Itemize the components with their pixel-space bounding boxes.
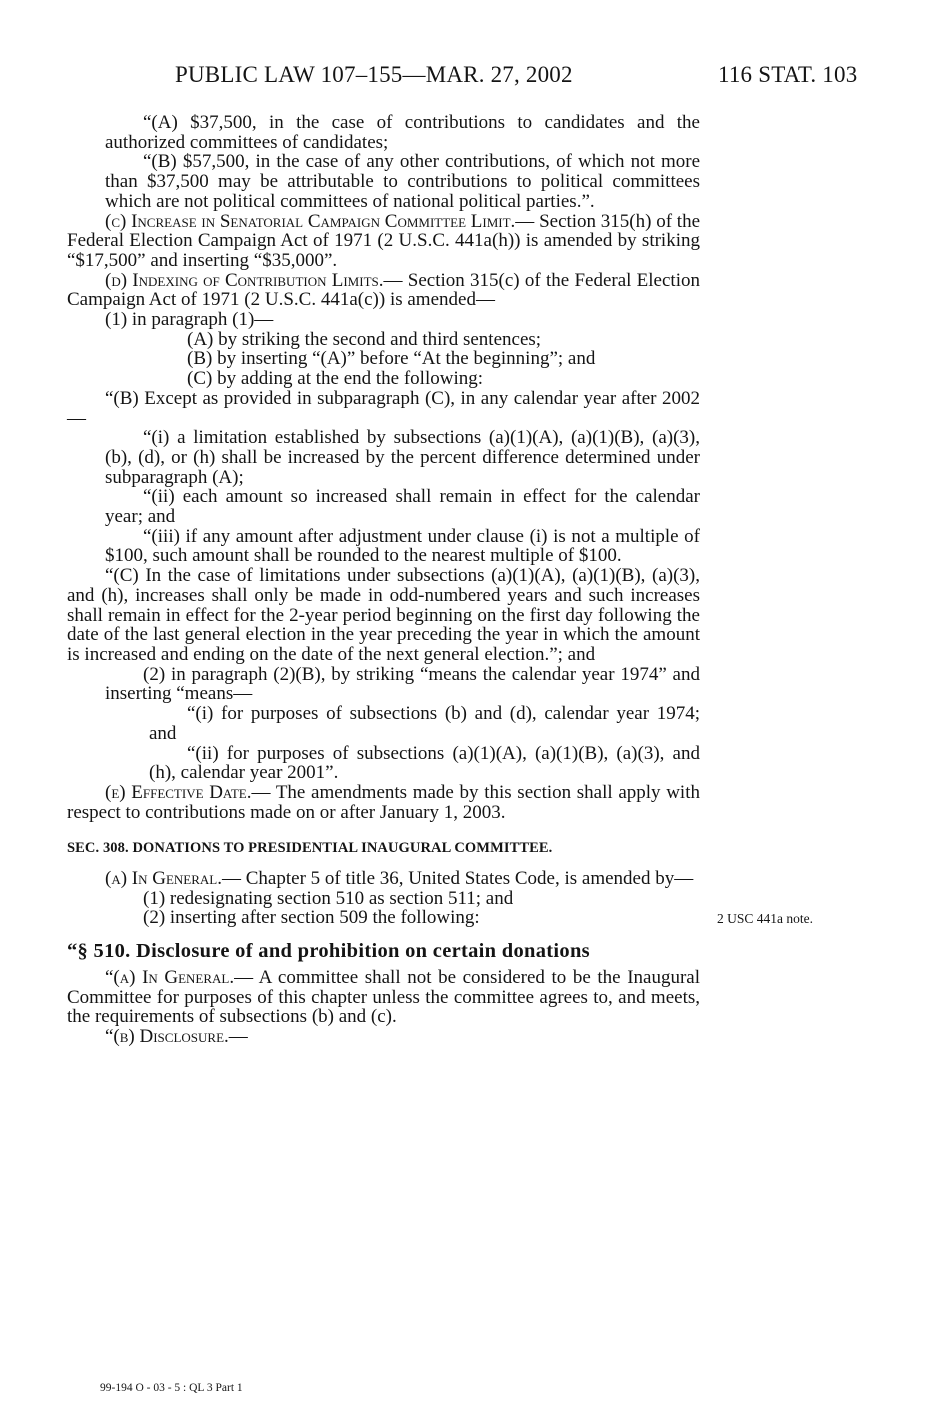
section-308-paragraph-1: (1) redesignating section 510 as section 511; and — [143, 887, 514, 909]
quoted-subparagraph-c: “(C) In the case of limitations under subsections (a)(1)(A), (a)(1)(B), (a)(3), and (h), increases shall only be made in odd-numbered years and such increases shall remain in effect for the 2-year period beginning on the first day following the date of the last general election in the year preceding the year in which the amount is increased and ending on the date of the next general election.”; and — [67, 565, 700, 665]
clause-b-57500: “(B) $57,500, in the case of any other contributions, of which not more than $37,500 may be attributable to contributions to political committees which are not political committees of national political parties.”. — [105, 151, 700, 212]
section-510-subsection-a-heading: “(a) In General.— — [105, 966, 254, 988]
paragraph-d-2: (2) in paragraph (2)(B), by striking “means the calendar year 1974” and inserting “means— — [105, 663, 700, 705]
quoted-clause-d2-ii: “(ii) for purposes of subsections (a)(1)(A), (a)(1)(B), (a)(3), and (h), calendar year 2001”. — [149, 742, 700, 784]
section-308-paragraph-2: (2) inserting after section 509 the following: — [143, 907, 480, 929]
quoted-clause-iii: “(iii) if any amount after adjustment under clause (i) is not a multiple of $100, such amount shall be rounded to the nearest multiple of $100. — [105, 525, 700, 567]
subsection-c-text: Section 315(h) of the Federal Election Campaign Act of 1971 (2 U.S.C. 441a(h)) is amended by striking “$17,500” and inserting “$35,000”. — [67, 210, 700, 271]
section-510-subsection-a-text: A committee shall not be considered to be the Inaugural Committee for purposes of this chapter unless the committee agrees to, and meets, the requirements of subsections (b) and (c). — [67, 966, 700, 1028]
section-510-subsection-b — [67, 1027, 700, 1047]
subsection-d-heading: (d) Indexing of Contribution Limits.— — [105, 269, 403, 291]
quoted-subparagraph-b: “(B) Except as provided in subparagraph (C), in any calendar year after 2002— — [67, 387, 700, 429]
subparagraph-d-1-a: (A) by striking the second and third sentences; — [187, 328, 542, 350]
subsection-d-text: Section 315(c) of the Federal Election Campaign Act of 1971 (2 U.S.C. 441a(c)) is amended— — [67, 269, 700, 311]
section-510-subsection-b-heading: “(b) Disclosure.— — [105, 1025, 248, 1047]
section-308-heading: SEC. 308. DONATIONS TO PRESIDENTIAL INAUGURAL COMMITTEE. — [67, 840, 553, 857]
subparagraph-d-1-b: (B) by inserting “(A)” before “At the beginning”; and — [187, 348, 596, 370]
subsection-c — [67, 212, 700, 271]
running-header-page-number: 116 STAT. 103 — [718, 62, 858, 87]
section-510-heading: “§ 510. Disclosure of and prohibition on certain donations — [67, 940, 590, 963]
subsection-d — [67, 271, 700, 310]
subsection-e-text: The amendments made by this section shall apply with respect to contributions made on or after January 1, 2003. — [67, 781, 700, 823]
statute-body — [67, 113, 700, 1047]
quoted-clause-i: “(i) a limitation established by subsections (a)(1)(A), (a)(1)(B), (a)(3), (b), (d), or (h) shall be increased by the percent difference determined under subparagraph (A); — [105, 427, 700, 488]
subsection-e — [67, 783, 700, 822]
running-header-title: PUBLIC LAW 107–155—MAR. 27, 2002 — [175, 62, 573, 87]
section-510-subsection-a — [67, 968, 700, 1027]
quoted-clause-ii: “(ii) each amount so increased shall remain in effect for the calendar year; and — [105, 486, 700, 528]
clause-a-37500: “(A) $37,500, in the case of contributions to candidates and the authorized committees of candidates; — [105, 112, 700, 153]
paragraph-d-1: (1) in paragraph (1)— — [105, 309, 274, 331]
section-308-subsection-a — [67, 869, 700, 889]
subparagraph-d-1-c: (C) by adding at the end the following: — [187, 368, 484, 390]
quoted-clause-d2-i: “(i) for purposes of subsections (b) and (d), calendar year 1974; and — [149, 703, 700, 744]
subsection-e-heading: (e) Effective Date.— — [105, 781, 271, 803]
subsection-c-heading: (c) Increase in Senatorial Campaign Committee Limit.— — [105, 210, 535, 232]
section-308-subsection-a-text: Chapter 5 of title 36, United States Code, is amended by— — [245, 868, 694, 890]
margin-note-usc: 2 USC 441a note. — [717, 911, 813, 926]
print-job-footer: 99-194 O - 03 - 5 : QL 3 Part 1 — [100, 1382, 243, 1394]
section-308-subsection-a-heading: (a) In General.— — [105, 868, 241, 890]
